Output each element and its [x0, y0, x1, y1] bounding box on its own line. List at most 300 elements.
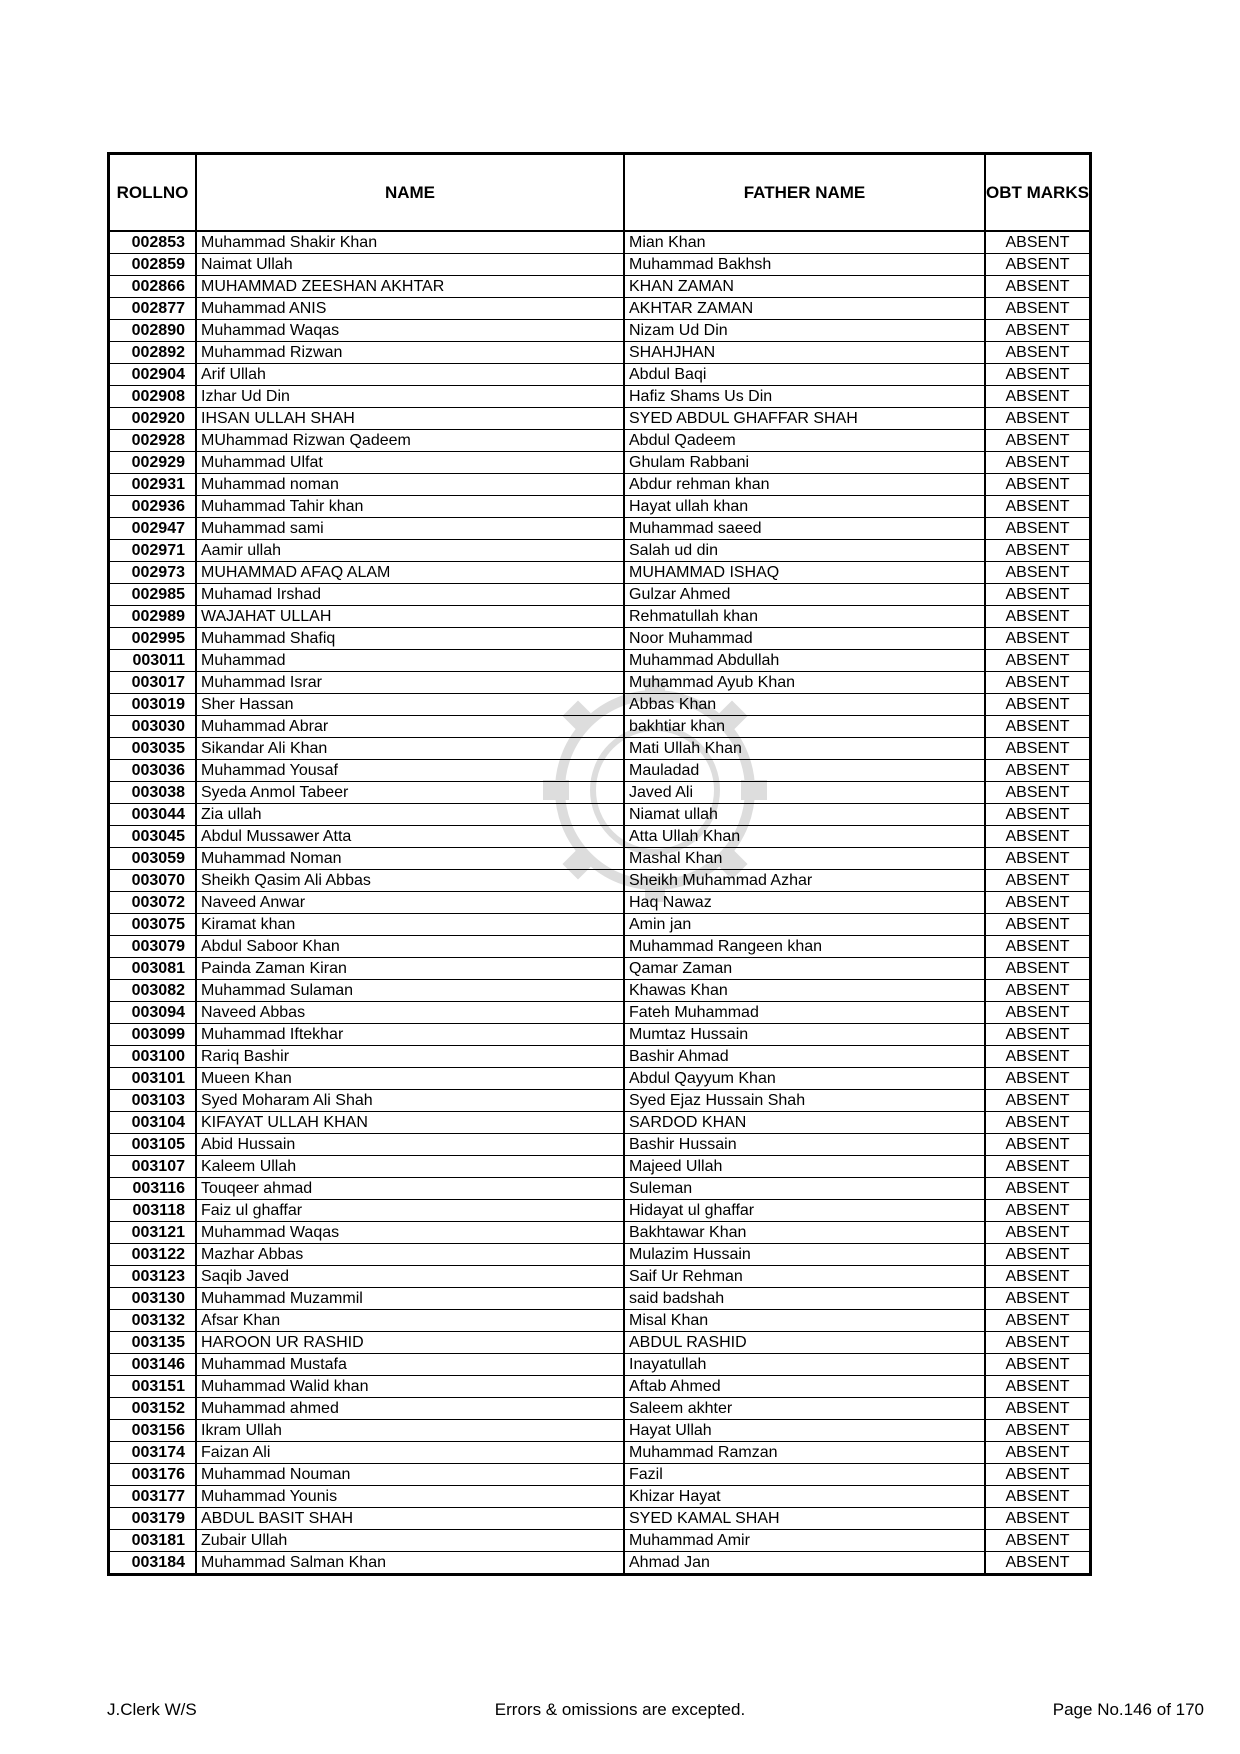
name-cell: Afsar Khan [196, 1310, 624, 1332]
name-cell: Zubair Ullah [196, 1530, 624, 1552]
name-cell: Muhammad Iftekhar [196, 1024, 624, 1046]
table-row [110, 1552, 1089, 1574]
table-row [110, 1024, 1089, 1046]
roll-number-cell: 003094 [110, 1002, 196, 1024]
name-cell: Muhammad Rizwan [196, 342, 624, 364]
roll-number-cell: 003100 [110, 1046, 196, 1068]
table-row [110, 1442, 1089, 1464]
father-name-cell: MUHAMMAD ISHAQ [624, 562, 985, 584]
name-cell: Sikandar Ali Khan [196, 738, 624, 760]
father-name-cell: Mati Ullah Khan [624, 738, 985, 760]
roll-number-cell: 003123 [110, 1266, 196, 1288]
table-row [110, 914, 1089, 936]
name-cell: Muhammad noman [196, 474, 624, 496]
father-name-cell: Muhammad Bakhsh [624, 254, 985, 276]
obt-marks-cell: ABSENT [985, 650, 1089, 672]
table-row [110, 1046, 1089, 1068]
obt-marks-cell: ABSENT [985, 518, 1089, 540]
obt-marks-cell: ABSENT [985, 606, 1089, 628]
name-cell: Muhammad Muzammil [196, 1288, 624, 1310]
table-row [110, 870, 1089, 892]
roll-number-cell: 003075 [110, 914, 196, 936]
father-name-cell: Hafiz Shams Us Din [624, 386, 985, 408]
name-cell: Mueen Khan [196, 1068, 624, 1090]
father-name-cell: Khizar Hayat [624, 1486, 985, 1508]
roll-number-cell: 003011 [110, 650, 196, 672]
father-name-cell: Hayat Ullah [624, 1420, 985, 1442]
header-row [110, 155, 1089, 231]
table-row [110, 540, 1089, 562]
father-name-cell: Muhammad saeed [624, 518, 985, 540]
roll-number-cell: 003122 [110, 1244, 196, 1266]
table-row [110, 848, 1089, 870]
obt-marks-cell: ABSENT [985, 892, 1089, 914]
roll-number-cell: 003101 [110, 1068, 196, 1090]
footer-disclaimer: Errors & omissions are excepted. [494, 1700, 746, 1719]
father-name-cell: Suleman [624, 1178, 985, 1200]
obt-marks-cell: ABSENT [985, 496, 1089, 518]
table-row [110, 980, 1089, 1002]
table-row [110, 1266, 1089, 1288]
table-row [110, 672, 1089, 694]
roll-number-cell: 003036 [110, 760, 196, 782]
table-row [110, 1002, 1089, 1024]
name-cell: KIFAYAT ULLAH KHAN [196, 1112, 624, 1134]
roll-number-cell: 003121 [110, 1222, 196, 1244]
father-name-cell: SARDOD KHAN [624, 1112, 985, 1134]
name-cell: Faiz ul ghaffar [196, 1200, 624, 1222]
roll-number-cell: 002985 [110, 584, 196, 606]
results-table [110, 155, 1089, 1573]
table-row [110, 1178, 1089, 1200]
father-name-cell: Abbas Khan [624, 694, 985, 716]
table-row [110, 518, 1089, 540]
name-cell: Muhammad ahmed [196, 1398, 624, 1420]
name-cell: Muhammad Waqas [196, 320, 624, 342]
obt-marks-cell: ABSENT [985, 826, 1089, 848]
obt-marks-cell: ABSENT [985, 936, 1089, 958]
roll-number-cell: 003184 [110, 1552, 196, 1574]
table-row [110, 298, 1089, 320]
roll-number-cell: 003118 [110, 1200, 196, 1222]
table-row [110, 760, 1089, 782]
roll-number-cell: 003079 [110, 936, 196, 958]
obt-marks-cell: ABSENT [985, 364, 1089, 386]
obt-marks-cell: ABSENT [985, 1024, 1089, 1046]
roll-number-cell: 002971 [110, 540, 196, 562]
obt-marks-cell: ABSENT [985, 1442, 1089, 1464]
table-row [110, 584, 1089, 606]
roll-number-cell: 003151 [110, 1376, 196, 1398]
table-row [110, 1398, 1089, 1420]
name-cell: Abdul Saboor Khan [196, 936, 624, 958]
father-name-cell: Muhammad Ramzan [624, 1442, 985, 1464]
obt-marks-cell: ABSENT [985, 342, 1089, 364]
table-row [110, 1244, 1089, 1266]
name-cell: Muhammad Waqas [196, 1222, 624, 1244]
father-name-cell: Khawas Khan [624, 980, 985, 1002]
name-cell: Muhammad Israr [196, 672, 624, 694]
name-cell: Syeda Anmol Tabeer [196, 782, 624, 804]
table-row [110, 650, 1089, 672]
father-name-cell: Fateh Muhammad [624, 1002, 985, 1024]
table-row [110, 694, 1089, 716]
roll-number-cell: 003135 [110, 1332, 196, 1354]
obt-marks-cell: ABSENT [985, 980, 1089, 1002]
obt-marks-cell: ABSENT [985, 320, 1089, 342]
header-rollno: ROLLNO [110, 155, 196, 231]
father-name-cell: Misal Khan [624, 1310, 985, 1332]
obt-marks-cell: ABSENT [985, 738, 1089, 760]
obt-marks-cell: ABSENT [985, 672, 1089, 694]
father-name-cell: Nizam Ud Din [624, 320, 985, 342]
table-row [110, 496, 1089, 518]
obt-marks-cell: ABSENT [985, 870, 1089, 892]
obt-marks-cell: ABSENT [985, 1178, 1089, 1200]
table-body [110, 231, 1089, 1573]
table-row [110, 562, 1089, 584]
name-cell: Sher Hassan [196, 694, 624, 716]
father-name-cell: Mulazim Hussain [624, 1244, 985, 1266]
obt-marks-cell: ABSENT [985, 1156, 1089, 1178]
father-name-cell: Majeed Ullah [624, 1156, 985, 1178]
name-cell: Muhammad Ulfat [196, 452, 624, 474]
table-row [110, 254, 1089, 276]
father-name-cell: Gulzar Ahmed [624, 584, 985, 606]
table-row [110, 958, 1089, 980]
table-row [110, 386, 1089, 408]
table-row [110, 1134, 1089, 1156]
name-cell: Rariq Bashir [196, 1046, 624, 1068]
name-cell: WAJAHAT ULLAH [196, 606, 624, 628]
table-row [110, 628, 1089, 650]
father-name-cell: Abdul Baqi [624, 364, 985, 386]
father-name-cell: Niamat ullah [624, 804, 985, 826]
roll-number-cell: 003152 [110, 1398, 196, 1420]
obt-marks-cell: ABSENT [985, 1486, 1089, 1508]
obt-marks-cell: ABSENT [985, 914, 1089, 936]
table-row [110, 1508, 1089, 1530]
father-name-cell: ABDUL RASHID [624, 1332, 985, 1354]
table-row [110, 738, 1089, 760]
roll-number-cell: 002928 [110, 430, 196, 452]
father-name-cell: Ahmad Jan [624, 1552, 985, 1574]
roll-number-cell: 002920 [110, 408, 196, 430]
obt-marks-cell: ABSENT [985, 1420, 1089, 1442]
table-row [110, 1530, 1089, 1552]
name-cell: Muhammad Abrar [196, 716, 624, 738]
name-cell: Kiramat khan [196, 914, 624, 936]
obt-marks-cell: ABSENT [985, 1134, 1089, 1156]
obt-marks-cell: ABSENT [985, 584, 1089, 606]
obt-marks-cell: ABSENT [985, 452, 1089, 474]
obt-marks-cell: ABSENT [985, 408, 1089, 430]
header-name: NAME [196, 155, 624, 231]
table-row [110, 1200, 1089, 1222]
obt-marks-cell: ABSENT [985, 1090, 1089, 1112]
obt-marks-cell: ABSENT [985, 1464, 1089, 1486]
name-cell: Aamir ullah [196, 540, 624, 562]
name-cell: Muhammad Mustafa [196, 1354, 624, 1376]
roll-number-cell: 002947 [110, 518, 196, 540]
obt-marks-cell: ABSENT [985, 1266, 1089, 1288]
roll-number-cell: 003177 [110, 1486, 196, 1508]
table-row [110, 364, 1089, 386]
obt-marks-cell: ABSENT [985, 540, 1089, 562]
roll-number-cell: 003116 [110, 1178, 196, 1200]
name-cell: Arif Ullah [196, 364, 624, 386]
obt-marks-cell: ABSENT [985, 1332, 1089, 1354]
obt-marks-cell: ABSENT [985, 231, 1089, 254]
obt-marks-cell: ABSENT [985, 1046, 1089, 1068]
name-cell: Muhammad Shakir Khan [196, 231, 624, 254]
obt-marks-cell: ABSENT [985, 760, 1089, 782]
father-name-cell: Aftab Ahmed [624, 1376, 985, 1398]
obt-marks-cell: ABSENT [985, 958, 1089, 980]
roll-number-cell: 002866 [110, 276, 196, 298]
table-row [110, 1332, 1089, 1354]
father-name-cell: Syed Ejaz Hussain Shah [624, 1090, 985, 1112]
father-name-cell: Abdul Qayyum Khan [624, 1068, 985, 1090]
obt-marks-cell: ABSENT [985, 694, 1089, 716]
roll-number-cell: 002908 [110, 386, 196, 408]
roll-number-cell: 003059 [110, 848, 196, 870]
name-cell: Naimat Ullah [196, 254, 624, 276]
father-name-cell: SYED ABDUL GHAFFAR SHAH [624, 408, 985, 430]
table-row [110, 1376, 1089, 1398]
name-cell: Muhammad Tahir khan [196, 496, 624, 518]
name-cell: Mazhar Abbas [196, 1244, 624, 1266]
name-cell: Sheikh Qasim Ali Abbas [196, 870, 624, 892]
table-row [110, 892, 1089, 914]
obt-marks-cell: ABSENT [985, 1398, 1089, 1420]
name-cell: IHSAN ULLAH SHAH [196, 408, 624, 430]
table-row [110, 1288, 1089, 1310]
obt-marks-cell: ABSENT [985, 298, 1089, 320]
father-name-cell: Bashir Hussain [624, 1134, 985, 1156]
obt-marks-cell: ABSENT [985, 1112, 1089, 1134]
obt-marks-cell: ABSENT [985, 1310, 1089, 1332]
obt-marks-cell: ABSENT [985, 254, 1089, 276]
name-cell: Muhammad Sulaman [196, 980, 624, 1002]
obt-marks-cell: ABSENT [1005, 1554, 1070, 1571]
roll-number-cell: 003082 [110, 980, 196, 1002]
name-cell: Naveed Anwar [196, 892, 624, 914]
father-name-cell: Muhammad Ayub Khan [624, 672, 985, 694]
table-row [110, 1156, 1089, 1178]
table-row [110, 474, 1089, 496]
name-cell: Muhammad Yousaf [196, 760, 624, 782]
roll-number-cell: 003035 [110, 738, 196, 760]
footer-clerk: J.Clerk W/S [107, 1700, 197, 1719]
name-cell: Muhammad sami [196, 518, 624, 540]
father-name-cell: Noor Muhammad [624, 628, 985, 650]
roll-number-cell: 003099 [110, 1024, 196, 1046]
table-row [110, 1420, 1089, 1442]
roll-number-cell: 003081 [110, 958, 196, 980]
father-name-cell: Ghulam Rabbani [624, 452, 985, 474]
father-name-cell: Muhammad Abdullah [624, 650, 985, 672]
roll-number-cell: 003146 [110, 1354, 196, 1376]
table-row [110, 1310, 1089, 1332]
roll-number-cell: 003072 [110, 892, 196, 914]
roll-number-cell: 002859 [110, 254, 196, 276]
name-cell: Muhammad Shafiq [196, 628, 624, 650]
roll-number-cell: 003174 [110, 1442, 196, 1464]
header-father-name: FATHER NAME [624, 155, 985, 231]
name-cell: Naveed Abbas [196, 1002, 624, 1024]
table-row [110, 804, 1089, 826]
roll-number-cell: 003103 [110, 1090, 196, 1112]
father-name-cell: SYED KAMAL SHAH [624, 1508, 985, 1530]
roll-number-cell: 002904 [110, 364, 196, 386]
name-cell: Muhammad Younis [196, 1486, 624, 1508]
roll-number-cell: 003107 [110, 1156, 196, 1178]
obt-marks-cell: ABSENT [985, 848, 1089, 870]
roll-number-cell: 002929 [110, 452, 196, 474]
table-row [110, 320, 1089, 342]
table-row [110, 1112, 1089, 1134]
father-name-cell: AKHTAR ZAMAN [624, 298, 985, 320]
name-cell: HAROON UR RASHID [196, 1332, 624, 1354]
table-row [110, 276, 1089, 298]
roll-number-cell: 003181 [110, 1530, 196, 1552]
roll-number-cell: 002853 [110, 231, 196, 254]
father-name-cell: Muhammad Rangeen khan [624, 936, 985, 958]
father-name-cell: Mumtaz Hussain [624, 1024, 985, 1046]
roll-number-cell: 003017 [110, 672, 196, 694]
father-name-cell: Javed Ali [624, 782, 985, 804]
obt-marks-cell: ABSENT [985, 782, 1089, 804]
father-name-cell: Bakhtawar Khan [624, 1222, 985, 1244]
name-cell: Muhammad ANIS [196, 298, 624, 320]
father-name-cell: Mian Khan [624, 231, 985, 254]
obt-marks-cell: ABSENT [985, 276, 1089, 298]
name-cell: Saqib Javed [196, 1266, 624, 1288]
table-row [110, 408, 1089, 430]
father-name-cell: Mashal Khan [624, 848, 985, 870]
roll-number-cell: 002973 [110, 562, 196, 584]
roll-number-cell: 002989 [110, 606, 196, 628]
obt-marks-cell: ABSENT [985, 1200, 1089, 1222]
table-row [110, 1222, 1089, 1244]
name-cell: Abid Hussain [196, 1134, 624, 1156]
father-name-cell: KHAN ZAMAN [624, 276, 985, 298]
name-cell: Muhammad Walid khan [196, 1376, 624, 1398]
name-cell: Zia ullah [196, 804, 624, 826]
father-name-cell: Abdur rehman khan [624, 474, 985, 496]
name-cell: Syed Moharam Ali Shah [196, 1090, 624, 1112]
roll-number-cell: 003130 [110, 1288, 196, 1310]
roll-number-cell: 002936 [110, 496, 196, 518]
father-name-cell: Fazil [624, 1464, 985, 1486]
table-row [110, 1090, 1089, 1112]
father-name-cell: bakhtiar khan [624, 716, 985, 738]
father-name-cell: Bashir Ahmad [624, 1046, 985, 1068]
roll-number-cell: 003030 [110, 716, 196, 738]
roll-number-cell: 003176 [110, 1464, 196, 1486]
father-name-cell: Mauladad [624, 760, 985, 782]
roll-number-cell: 002890 [110, 320, 196, 342]
name-cell: Abdul Mussawer Atta [196, 826, 624, 848]
name-cell: Izhar Ud Din [196, 386, 624, 408]
obt-marks-cell: ABSENT [985, 1222, 1089, 1244]
header-obt-marks: OBT MARKS [985, 155, 1089, 231]
table-row [110, 430, 1089, 452]
table-row [110, 342, 1089, 364]
obt-marks-cell: ABSENT [985, 628, 1089, 650]
table-row [110, 782, 1089, 804]
obt-marks-cell: ABSENT [985, 804, 1089, 826]
name-cell: Painda Zaman Kiran [196, 958, 624, 980]
name-cell: MUHAMMAD AFAQ ALAM [196, 562, 624, 584]
name-cell: Muhammad Nouman [196, 1464, 624, 1486]
obt-marks-cell: ABSENT [985, 1354, 1089, 1376]
table-row [110, 1354, 1089, 1376]
obt-marks-cell: ABSENT [985, 386, 1089, 408]
name-cell: Touqeer ahmad [196, 1178, 624, 1200]
name-cell: Muhammad [196, 650, 624, 672]
obt-marks-cell: ABSENT [985, 474, 1089, 496]
name-cell: Kaleem Ullah [196, 1156, 624, 1178]
father-name-cell: Inayatullah [624, 1354, 985, 1376]
roll-number-cell: 003045 [110, 826, 196, 848]
roll-number-cell: 002995 [110, 628, 196, 650]
obt-marks-cell: ABSENT [985, 1530, 1089, 1552]
name-cell: Muhammad Salman Khan [196, 1552, 624, 1574]
roll-number-cell: 003156 [110, 1420, 196, 1442]
table-row [110, 826, 1089, 848]
father-name-cell: Hayat ullah khan [624, 496, 985, 518]
table-row [110, 452, 1089, 474]
obt-marks-cell: ABSENT [985, 1508, 1089, 1530]
table-row [110, 231, 1089, 254]
father-name-cell: Qamar Zaman [624, 958, 985, 980]
roll-number-cell: 003104 [110, 1112, 196, 1134]
roll-number-cell: 003038 [110, 782, 196, 804]
father-name-cell: Amin jan [624, 914, 985, 936]
obt-marks-cell: ABSENT [985, 562, 1089, 584]
table-row [110, 716, 1089, 738]
father-name-cell: SHAHJHAN [624, 342, 985, 364]
father-name-cell: Atta Ullah Khan [624, 826, 985, 848]
obt-marks-cell: ABSENT [985, 1002, 1089, 1024]
father-name-cell: Saleem akhter [624, 1398, 985, 1420]
father-name-cell: said badshah [624, 1288, 985, 1310]
obt-marks-cell: ABSENT [985, 1288, 1089, 1310]
roll-number-cell: 002877 [110, 298, 196, 320]
obt-marks-cell: ABSENT [985, 716, 1089, 738]
roll-number-cell: 003019 [110, 694, 196, 716]
obt-marks-cell: ABSENT [985, 1068, 1089, 1090]
name-cell: MUhammad Rizwan Qadeem [196, 430, 624, 452]
father-name-cell: Abdul Qadeem [624, 430, 985, 452]
roll-number-cell: 003179 [110, 1508, 196, 1530]
footer-page-number: Page No.146 of 170 [1052, 1700, 1204, 1719]
name-cell: Muhammad Noman [196, 848, 624, 870]
roll-number-cell: 002931 [110, 474, 196, 496]
table-row [110, 1464, 1089, 1486]
roll-number-cell: 003105 [110, 1134, 196, 1156]
father-name-cell: Salah ud din [624, 540, 985, 562]
roll-number-cell: 003070 [110, 870, 196, 892]
father-name-cell: Sheikh Muhammad Azhar [624, 870, 985, 892]
father-name-cell: Haq Nawaz [624, 892, 985, 914]
obt-marks-cell: ABSENT [985, 1244, 1089, 1266]
father-name-cell: Hidayat ul ghaffar [624, 1200, 985, 1222]
name-cell: ABDUL BASIT SHAH [196, 1508, 624, 1530]
name-cell: Ikram Ullah [196, 1420, 624, 1442]
